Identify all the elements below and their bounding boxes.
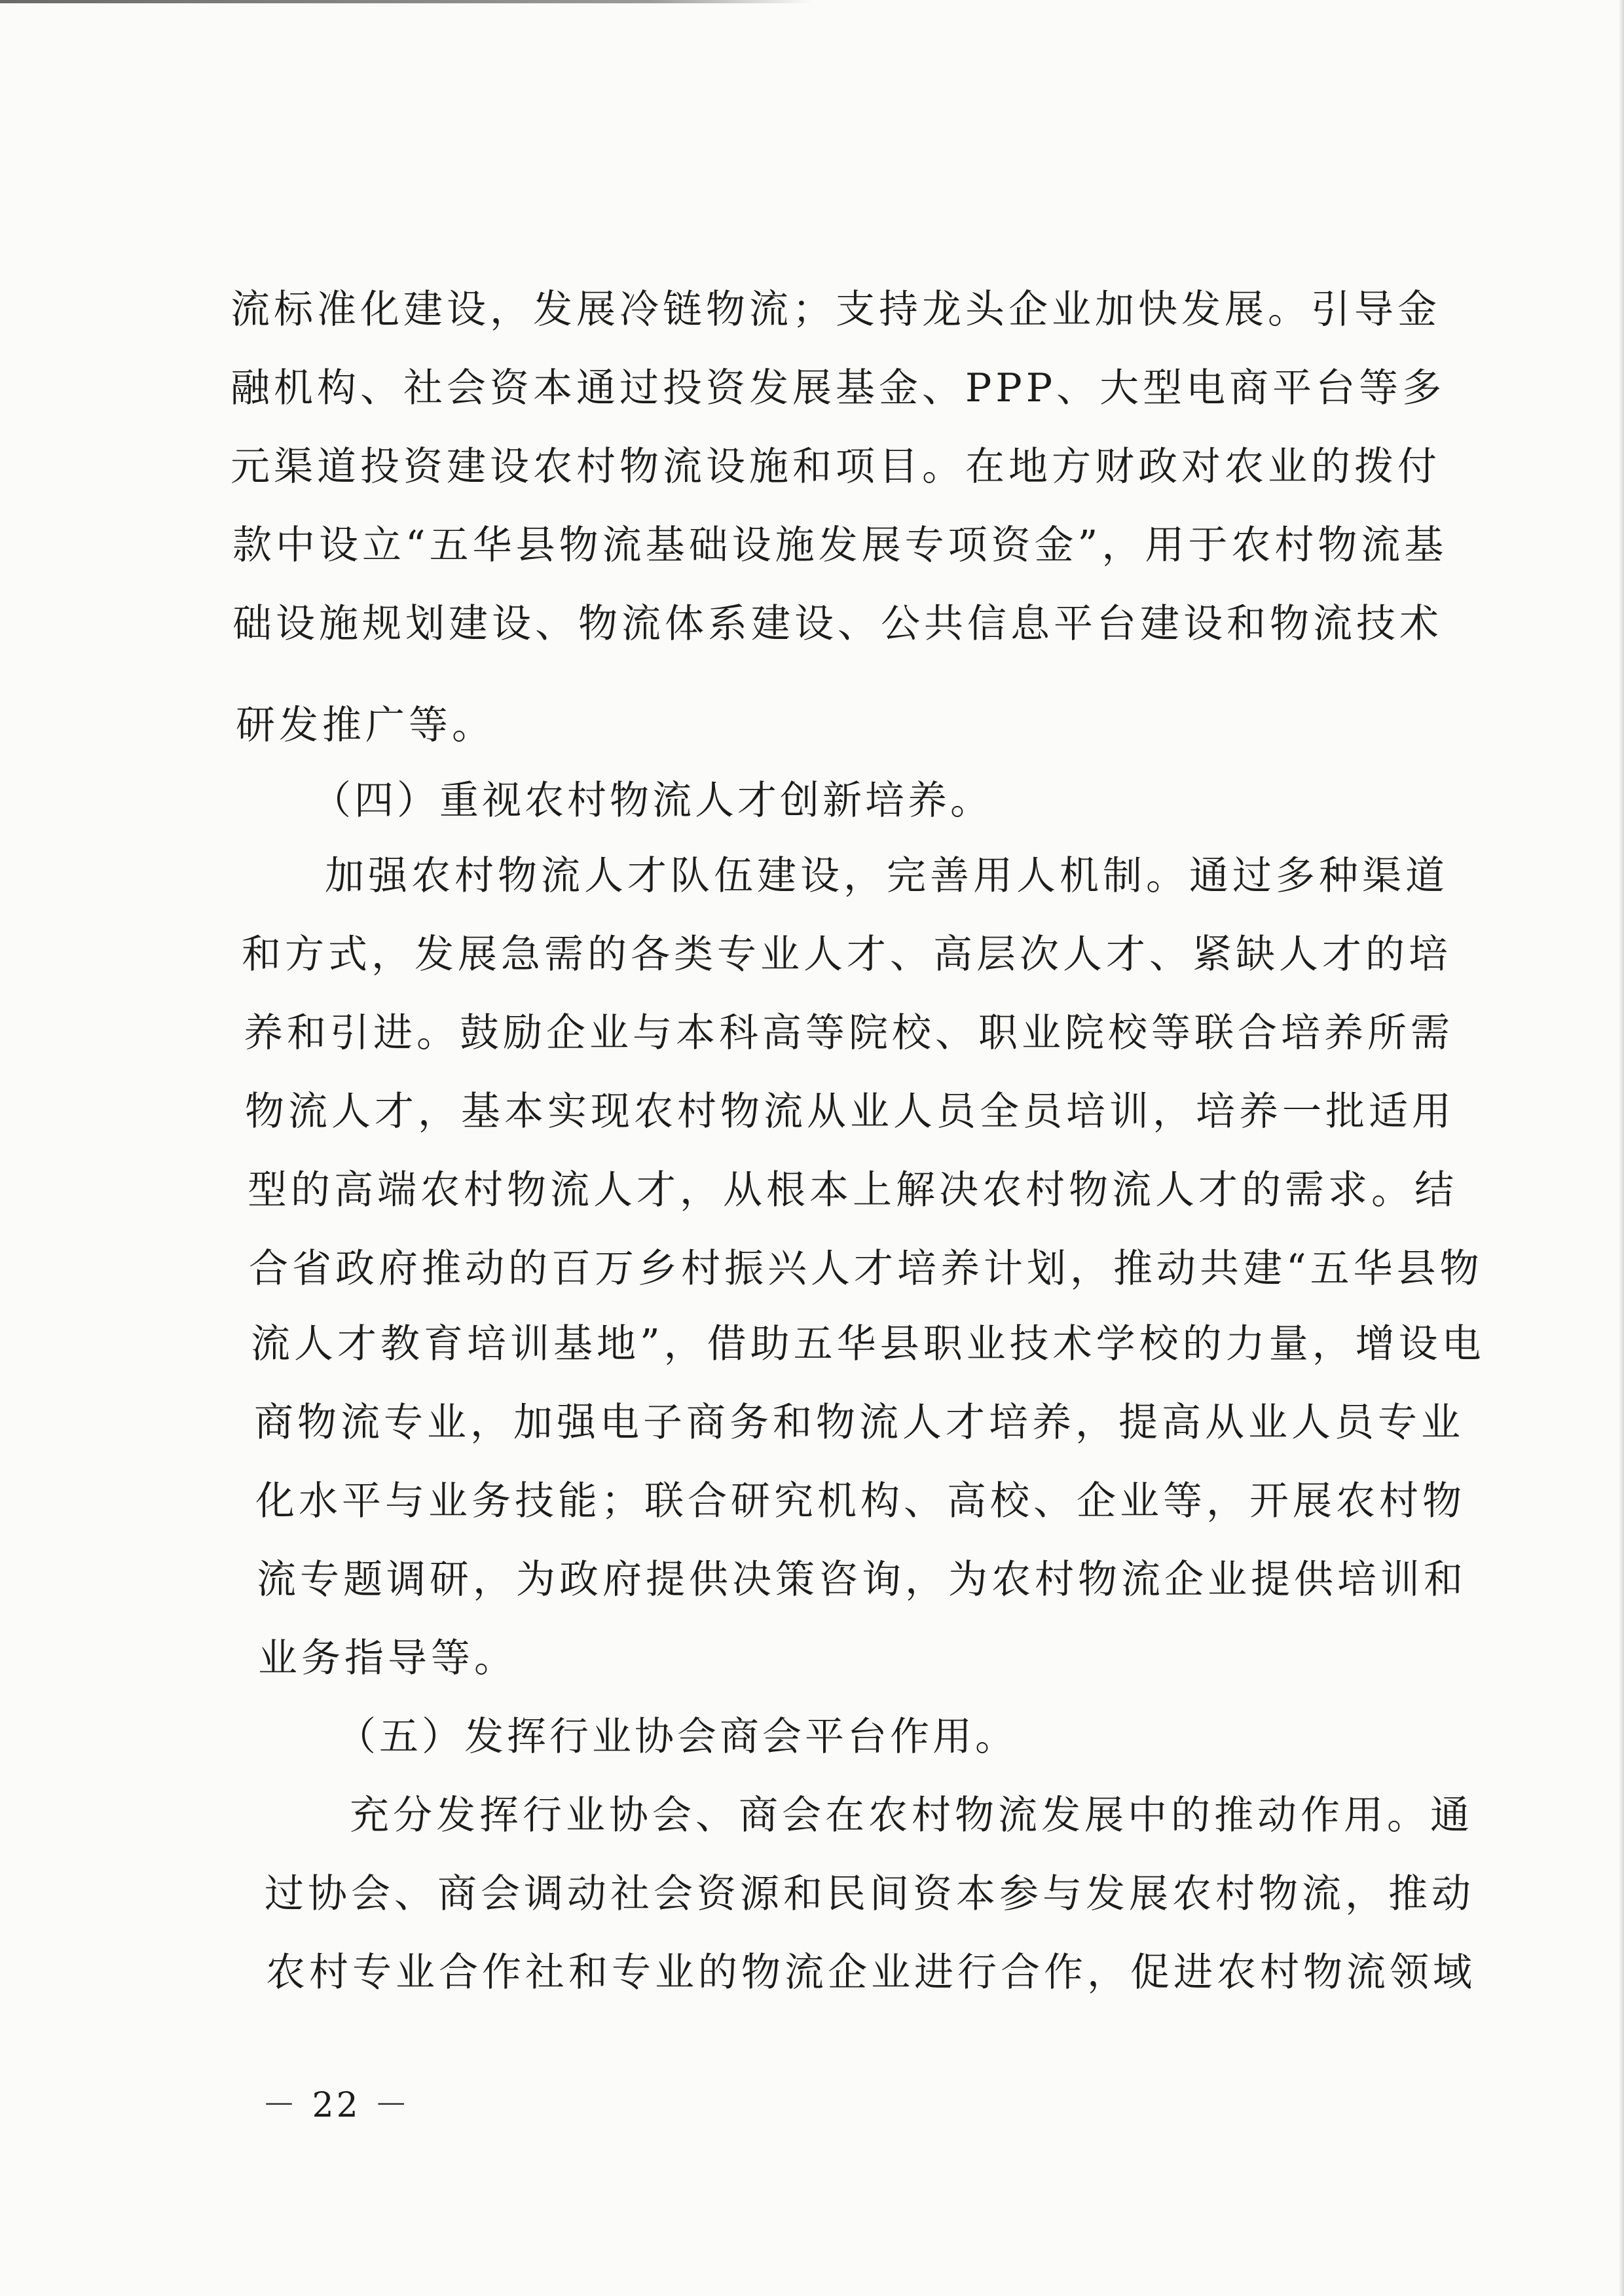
text-line: 商物流专业，加强电子商务和物流人才培养，提高从业人员专业 (254, 1400, 1464, 1446)
text-line: 充分发挥行业协会、商会在农村物流发展中的推动作用。通 (350, 1793, 1473, 1838)
text-line: 养和引进。鼓励企业与本科高等院校、职业院校等联合培养所需 (244, 1010, 1454, 1056)
section-heading: （四）重视农村物流人才创新培养。 (312, 778, 993, 824)
section-heading: （五）发挥行业协会商会平台作用。 (337, 1714, 1018, 1760)
text-line: 元渠道投资建设农村物流设施和项目。在地方财政对农业的拨付 (231, 444, 1441, 490)
text-line: 物流人才，基本实现农村物流从业人员全员培训，培养一批适用 (245, 1089, 1455, 1135)
text-line: 流标准化建设，发展冷链物流；支持龙头企业加快发展。引导金 (231, 287, 1441, 333)
text-line: 流专题调研，为政府提供决策咨询，为农村物流企业提供培训和 (257, 1557, 1467, 1603)
text-line: 合省政府推动的百万乡村振兴人才培养计划，推动共建“五华县物 (249, 1246, 1483, 1292)
scan-top-edge (0, 0, 812, 3)
page-number: － 22 － (262, 2086, 411, 2125)
text-line: 农村专业合作社和专业的物流企业进行合作，促进农村物流领域 (266, 1950, 1476, 1995)
text-line: 融机构、社会资本通过投资发展基金、PPP、大型电商平台等多 (231, 365, 1446, 411)
text-line: 业务指导等。 (258, 1635, 517, 1681)
text-line: 过协会、商会调动社会资源和民间资本参与发展农村物流，推动 (265, 1871, 1475, 1917)
text-line: 础设施规划建设、物流体系建设、公共信息平台建设和物流技术 (232, 601, 1443, 647)
text-line: 和方式，发展急需的各类专业人才、高层次人才、紧缺人才的培 (242, 932, 1452, 977)
text-line: 研发推广等。 (236, 702, 495, 748)
text-line: 型的高端农村物流人才，从根本上解决农村物流人才的需求。结 (248, 1167, 1458, 1213)
scan-right-edge (1619, 0, 1624, 2296)
text-line: 流人才教育培训基地”，借助五华县职业技术学校的力量，增设电 (251, 1321, 1485, 1367)
text-line: 款中设立“五华县物流基础设施发展专项资金”，用于农村物流基 (232, 522, 1448, 568)
text-line: 化水平与业务技能；联合研究机构、高校、企业等，开展农村物 (255, 1478, 1466, 1524)
text-line: 加强农村物流人才队伍建设，完善用人机制。通过多种渠道 (325, 853, 1449, 899)
